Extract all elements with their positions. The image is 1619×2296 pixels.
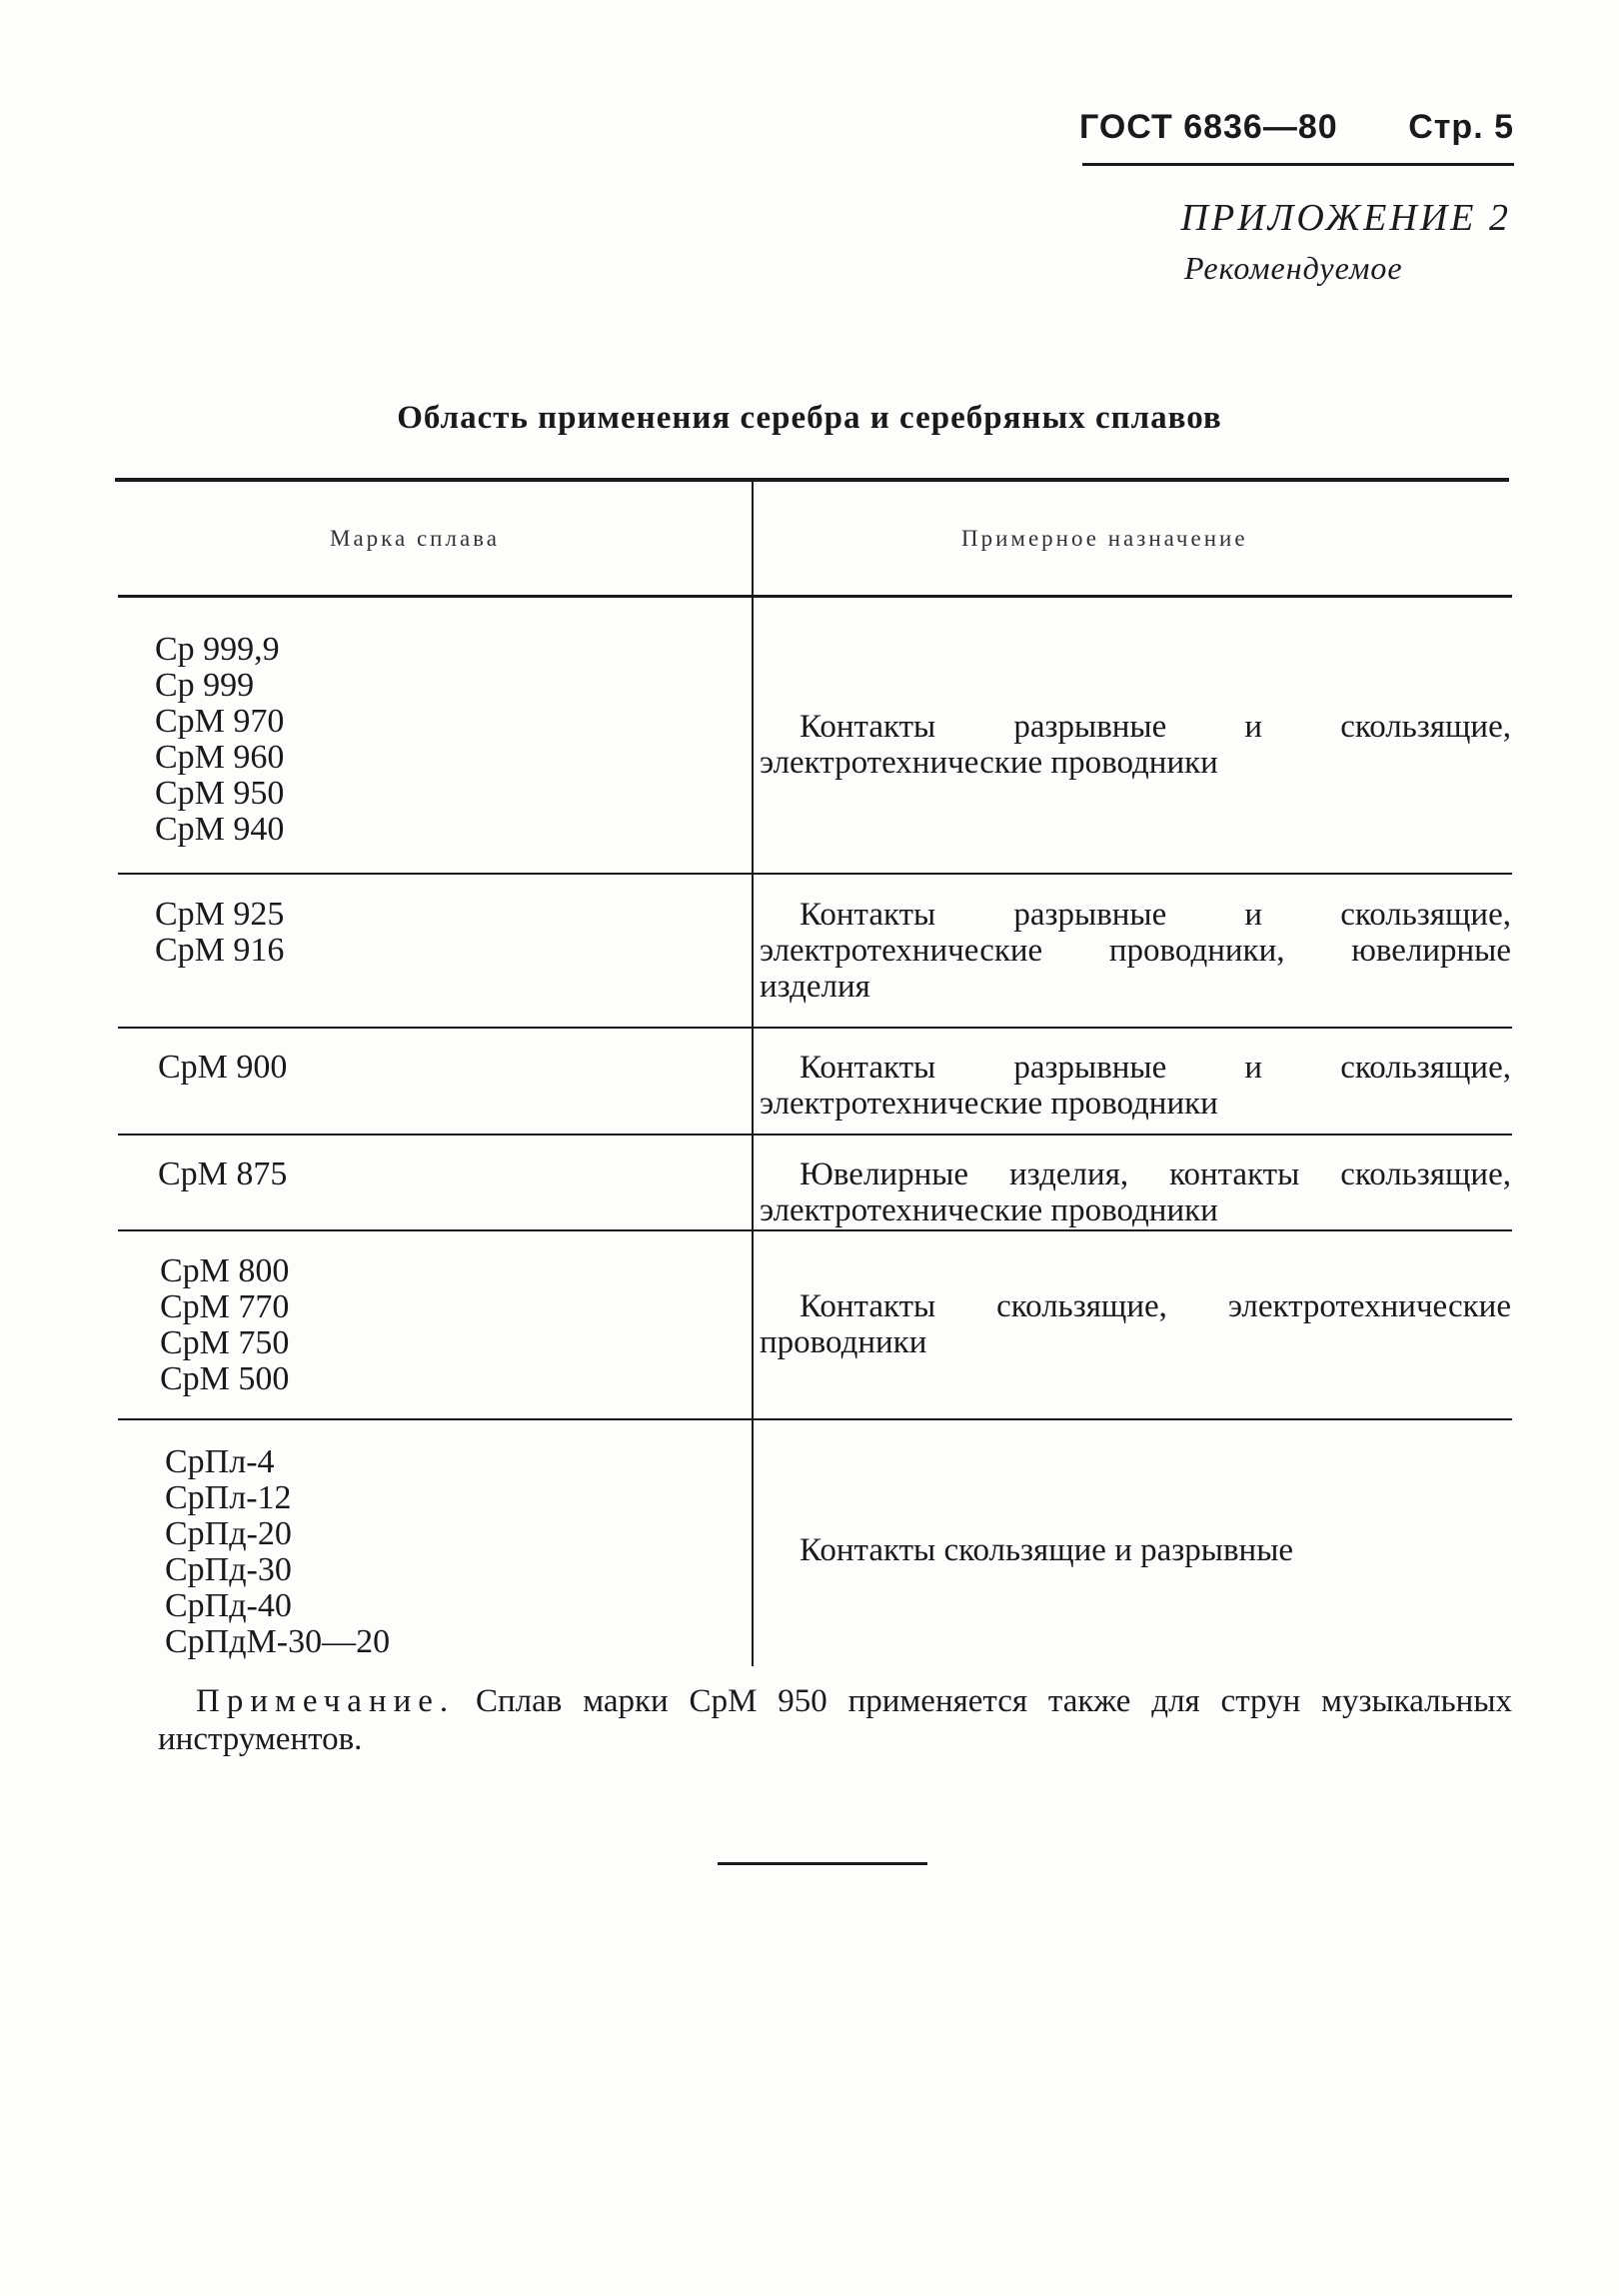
table-row-grades: СрПл-4 СрПл-12 СрПд-20 СрПд-30 СрПд-40 СрПдМ-30—20 — [165, 1443, 391, 1660]
table-row-divider — [118, 1027, 1512, 1029]
table-row-divider — [118, 1134, 1512, 1136]
table-row-grades: СрМ 875 — [158, 1155, 288, 1192]
standard-number: ГОСТ 6836—80 — [1079, 108, 1338, 146]
column-header-use: Примерное назначение — [961, 526, 1248, 551]
appendix-status: Рекомендуемое — [1184, 250, 1403, 286]
table-row-divider — [118, 873, 1512, 875]
table-note — [158, 1682, 1512, 1758]
table-row-grades: СрМ 800 СрМ 770 СрМ 750 СрМ 500 — [160, 1252, 290, 1397]
page-number: Стр. 5 — [1408, 108, 1514, 146]
table-row-use: Контакты скользящие и разрывные — [800, 1532, 1294, 1568]
header-rule — [1082, 163, 1514, 166]
table-row-divider — [118, 1418, 1512, 1420]
table-row-grades: СрМ 900 — [158, 1049, 288, 1086]
appendix-title: ПРИЛОЖЕНИЕ 2 — [1180, 197, 1511, 239]
table-row-grades: Ср 999,9 Ср 999 СрМ 970 СрМ 960 СрМ 950 СрМ 940 — [155, 631, 285, 848]
table-header-rule — [118, 595, 1512, 598]
end-rule — [718, 1862, 927, 1865]
table-row-grades: СрМ 925 СрМ 916 — [155, 896, 285, 969]
table-row-use: Контакты разрывные и скользящие, электротехнические проводники — [760, 1050, 1511, 1122]
table-row-divider — [118, 1229, 1512, 1231]
table-row-use: Контакты разрывные и скользящие, электротехнические проводники, ювелирные изделия — [760, 897, 1511, 1005]
document-title: Область применения серебра и серебряных сплавов — [397, 400, 1222, 436]
table-top-rule — [115, 478, 1509, 482]
note-label: Примечание. — [196, 1683, 456, 1719]
column-header-grade: Марка сплава — [330, 526, 500, 551]
table-row-use: Контакты скользящие, электротехнические проводники — [760, 1288, 1511, 1360]
table-column-divider — [752, 482, 754, 1666]
table-row-use: Контакты разрывные и скользящие, электротехнические проводники — [760, 709, 1511, 781]
table-row-use: Ювелирные изделия, контакты скользящие, электротехнические проводники — [760, 1156, 1511, 1228]
note-text: Сплав марки СрМ 950 применяется также для струн музыкальных инструментов. — [158, 1683, 1512, 1757]
page-header — [1079, 108, 1514, 147]
